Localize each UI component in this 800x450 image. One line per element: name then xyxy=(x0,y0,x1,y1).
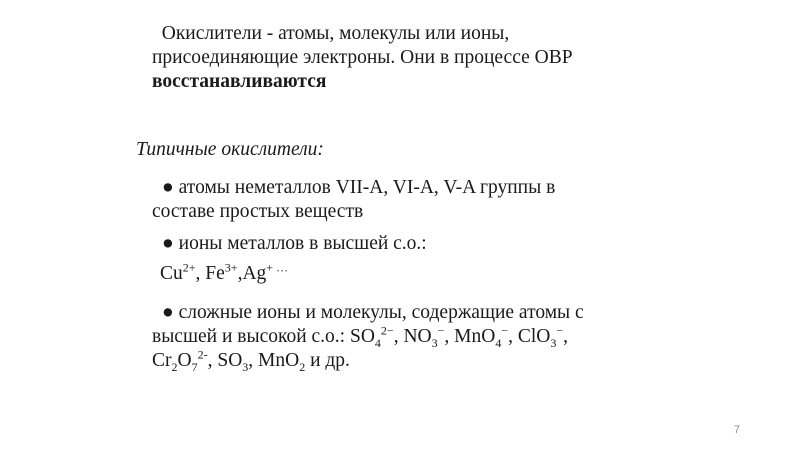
page-number: 7 xyxy=(733,424,740,436)
formula-so3: SO xyxy=(217,350,243,371)
charge: 2- xyxy=(197,347,208,362)
item3-prefix: высшей и высокой с.о.: xyxy=(152,326,350,347)
formula-mno4: MnO xyxy=(454,326,496,347)
separator: , xyxy=(195,263,206,284)
separator: , xyxy=(237,263,243,284)
separator: , xyxy=(393,326,404,347)
formula-ag: Ag xyxy=(242,263,267,284)
separator: , xyxy=(508,326,518,347)
separator: , xyxy=(207,350,218,371)
intro-paragraph xyxy=(152,22,712,94)
charge-ag: + … xyxy=(266,260,289,275)
charge-cu: 2+ xyxy=(182,260,196,275)
charge: − xyxy=(501,323,509,338)
separator: , xyxy=(248,350,259,371)
intro-line-2: присоединяющие электроны. Они в процессе ОВР xyxy=(152,47,573,68)
charge: − xyxy=(556,323,564,338)
item1-line-2: составе простых веществ xyxy=(152,201,364,222)
formula-cu: Cu xyxy=(160,263,183,284)
list-item-metal-ions xyxy=(152,232,692,256)
charge: 2− xyxy=(380,323,394,338)
subscript: 2 xyxy=(299,359,306,374)
subscript: 2 xyxy=(171,359,178,374)
formula-o: O xyxy=(177,350,192,371)
metal-ions-formulas xyxy=(160,262,700,286)
formula-so4: SO xyxy=(349,326,375,347)
subscript: 3 xyxy=(550,335,557,350)
list-item-complex-ions xyxy=(152,301,692,373)
formula-clo3: ClO xyxy=(517,326,551,347)
item1-line-1: ● атомы неметаллов VII-A, VI-A, V-A группы в xyxy=(162,177,556,198)
item3-line-1: ● сложные ионы и молекулы, содержащие атомы с xyxy=(162,302,584,323)
formula-mno2: MnO xyxy=(258,350,300,371)
intro-line-3: восстанавливаются xyxy=(152,71,327,92)
item2-text: ● ионы металлов в высшей с.о.: xyxy=(162,233,427,254)
item3-line-2 xyxy=(152,325,692,349)
charge: − xyxy=(437,323,445,338)
subscript: 3 xyxy=(431,335,438,350)
formula-cr2o7: Cr xyxy=(152,350,172,371)
separator: , xyxy=(444,326,455,347)
typical-oxidizers-heading: Типичные окислители: xyxy=(136,139,324,160)
subscript: 7 xyxy=(191,359,198,374)
separator: , xyxy=(563,326,569,347)
intro-line-1: Окислители - атомы, молекулы или ионы, xyxy=(152,23,510,44)
list-item-nonmetals xyxy=(152,176,692,224)
item3-line-3 xyxy=(152,349,692,373)
item3-tail: и др. xyxy=(305,350,350,371)
subscript: 4 xyxy=(495,335,502,350)
charge-fe: 3+ xyxy=(224,260,238,275)
formula-no3: NO xyxy=(403,326,432,347)
subscript: 3 xyxy=(242,359,249,374)
subscript: 4 xyxy=(374,335,381,350)
formula-fe: Fe xyxy=(205,263,225,284)
